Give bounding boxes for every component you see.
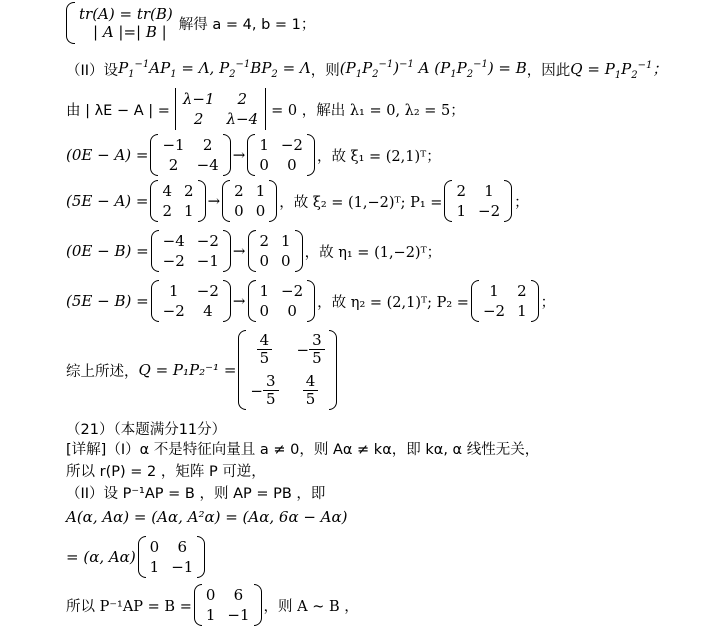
frac-q22: $\frac{4}{5}$ <box>297 373 325 408</box>
lhs-0E-B: (0E − B) = <box>66 242 149 260</box>
eta2-text: ，故 η₂ = (2,1)ᵀ; P₂ = <box>317 294 469 311</box>
matrix-0E-B: −4 −2 −2 −1 <box>151 230 231 272</box>
matrix-5E-A: 4 2 2 1 <box>150 180 205 222</box>
problem-21-title: （21）（本题满分11分） <box>66 422 227 438</box>
line-0E-B <box>66 230 441 272</box>
eq-det: | A |=| B | <box>93 23 167 41</box>
line-alpha-matrix <box>66 536 207 578</box>
formula-similar: $(P_1P_2^{-1})^{-1}$ A $(P_1P_2^{-1}) = B$ <box>339 59 527 80</box>
line-conclusion <box>66 584 359 626</box>
matrix-5E-B: 1 −2 −2 4 <box>151 280 231 322</box>
matrix-Q: $\frac{4}{5}$ − $\frac{3}{5}$ − $\frac{3}{5}$ $\frac{4}{5}$ <box>238 330 336 410</box>
matrix-0E-A-reduced: 1 −2 0 0 <box>247 134 315 176</box>
det-prefix: 由 | λE − A | = <box>66 102 170 119</box>
line-determinant <box>66 88 465 130</box>
line-part2-setup <box>66 58 667 81</box>
semicolon: ； <box>540 294 556 311</box>
then-text: ，则 <box>310 63 340 79</box>
rank-statement: 所以 r(P) = 2 ，矩阵 P 可逆， <box>66 464 266 480</box>
matrix-0E-A: −1 2 2 −4 <box>150 134 230 176</box>
frac-q21: $\frac{3}{5}$ <box>263 373 279 408</box>
conclusion-prefix: 所以 P⁻¹AP = B = <box>66 598 192 615</box>
summary-prefix: 综上所述， <box>66 363 139 380</box>
hence-text: ，因此 <box>526 63 571 79</box>
line-0E-A <box>66 134 441 176</box>
eta1-text: ，故 η₁ = (1,−2)ᵀ； <box>304 244 442 261</box>
matrix-P2: 1 2 −2 1 <box>471 280 539 322</box>
lhs-5E-B: (5E − B) = <box>66 292 149 310</box>
q-formula: Q = P₁P₂⁻¹ = <box>138 361 237 379</box>
line-5E-A <box>66 180 529 222</box>
derivation-line: A(α, Aα) = (Aα, A²α) = (Aα, 6α − Aα) <box>66 508 348 526</box>
conclusion-suffix: ，则 A ~ B ， <box>263 598 359 615</box>
frac-q12: $\frac{3}{5}$ <box>309 332 325 367</box>
matrix-P1: 2 1 1 −2 <box>444 180 512 222</box>
matrix-0E-B-reduced: 2 1 0 0 <box>248 230 303 272</box>
line-summary-q <box>66 330 339 410</box>
arrow-icon: → <box>207 192 221 210</box>
formula-diag: $P_1^{-1}AP_1 = \Lambda$, $P_2^{-1}BP_2 = \Lambda$ <box>118 59 311 80</box>
matrix-5E-A-reduced: 2 1 0 0 <box>222 180 277 222</box>
alpha-pair: = (α, Aα) <box>66 548 136 566</box>
solve-text: 解得 a = 4, b = 1； <box>178 16 316 33</box>
part2-label: （II）设 <box>66 63 119 79</box>
frac-q11: $\frac{4}{5}$ <box>250 332 278 367</box>
lhs-5E-A: (5E − A) = <box>66 192 149 210</box>
matrix-B-2: 0 6 1 −1 <box>194 584 262 626</box>
explanation-part1: [详解]（I）α 不是特征向量且 a ≠ 0，则 Aα ≠ kα，即 kα, α 线性无关， <box>66 442 540 458</box>
part2-setup: （II）设 P⁻¹AP = B ，则 AP = PB ，即 <box>66 486 326 502</box>
semicolon: ； <box>514 194 529 211</box>
matrix-5E-B-reduced: 1 −2 0 0 <box>248 280 316 322</box>
line-5E-B <box>66 280 555 322</box>
formula-q: $Q = P_1P_2^{-1}$； <box>570 60 668 81</box>
line-system <box>66 2 315 44</box>
det-suffix: = 0 ，解出 λ₁ = 0, λ₂ = 5； <box>271 102 465 119</box>
lhs-0E-A: (0E − A) = <box>66 146 149 164</box>
arrow-icon: → <box>232 292 246 310</box>
xi1-text: ，故 ξ₁ = (2,1)ᵀ； <box>316 148 441 165</box>
arrow-icon: → <box>232 242 246 260</box>
xi2-text: ，故 ξ₂ = (1,−2)ᵀ; P₁ = <box>279 194 443 211</box>
det-matrix: λ−1 2 2 λ−4 <box>172 88 269 130</box>
left-brace <box>66 2 75 44</box>
eq-trace: tr(A) = tr(B) <box>79 5 173 23</box>
arrow-icon: → <box>232 146 246 164</box>
matrix-B-1: 0 6 1 −1 <box>138 536 206 578</box>
